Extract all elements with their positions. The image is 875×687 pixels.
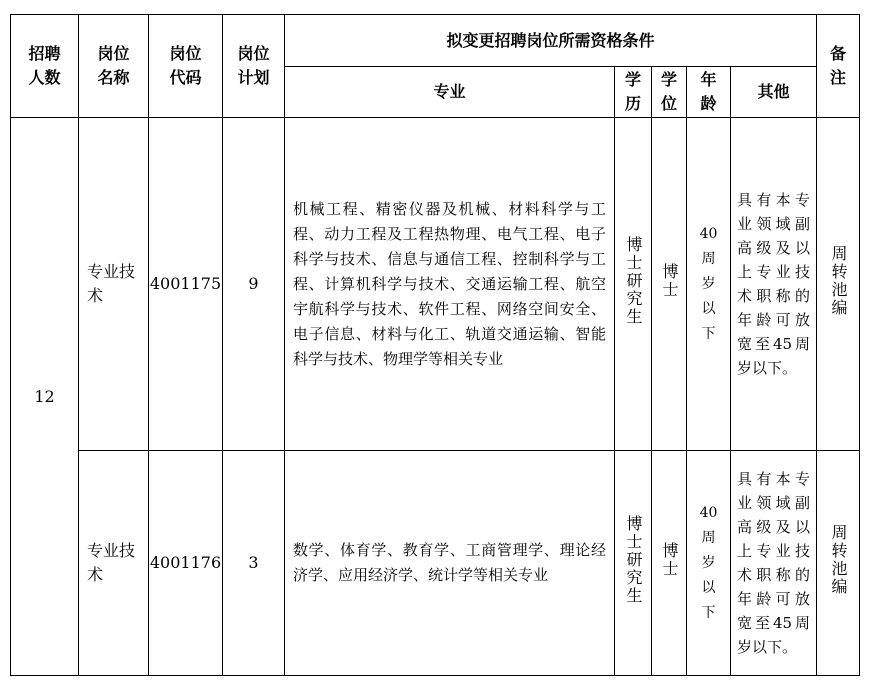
education: 博士研究生 [615, 118, 652, 451]
remark: 周转池编 [817, 118, 860, 451]
education: 博士研究生 [615, 451, 652, 676]
header-age: 年龄 [687, 67, 731, 118]
table-row [11, 118, 860, 451]
other-conditions: 具有本专业领域副高级及以上专业技术职称的年龄可放宽至45周岁以下。 [731, 451, 817, 676]
header-count: 招聘人数 [11, 15, 79, 118]
major-list: 数学、体育学、教育学、工商管理学、理论经济学、应用经济学、统计学等相关专业 [285, 451, 615, 676]
position-code: 4001176 [149, 451, 223, 676]
other-conditions: 具有本专业领域副高级及以上专业技术职称的年龄可放宽至45周岁以下。 [731, 118, 817, 451]
age-limit: 40周岁以下 [687, 451, 731, 676]
total-count: 12 [11, 118, 79, 676]
position-name: 专业技术 [79, 118, 149, 451]
position-plan: 9 [223, 118, 285, 451]
position-plan: 3 [223, 451, 285, 676]
age-limit: 40周岁以下 [687, 118, 731, 451]
header-major: 专业 [285, 67, 615, 118]
degree: 博士 [652, 118, 687, 451]
recruitment-table [10, 14, 860, 676]
major-list: 机械工程、精密仪器及机械、材料科学与工程、动力工程及工程热物理、电气工程、电子科学与技术、信息与通信工程、控制科学与工程、计算机科学与技术、交通运输工程、航空宇航科学与技术、软件工程、网络空间安全、电子信息、材料与化工、轨道交通运输、智能科学与技术、物理学等相关专业 [285, 118, 615, 451]
header-degree: 学位 [652, 67, 687, 118]
header-plan: 岗位计划 [223, 15, 285, 118]
degree: 博士 [652, 451, 687, 676]
position-name: 专业技术 [79, 451, 149, 676]
header-remark: 备注 [817, 15, 860, 118]
header-other: 其他 [731, 67, 817, 118]
remark: 周转池编 [817, 451, 860, 676]
table-row [11, 451, 860, 676]
header-position-name: 岗位名称 [79, 15, 149, 118]
header-education: 学历 [615, 67, 652, 118]
header-position-code: 岗位代码 [149, 15, 223, 118]
header-conditions: 拟变更招聘岗位所需资格条件 [285, 15, 817, 67]
position-code: 4001175 [149, 118, 223, 451]
